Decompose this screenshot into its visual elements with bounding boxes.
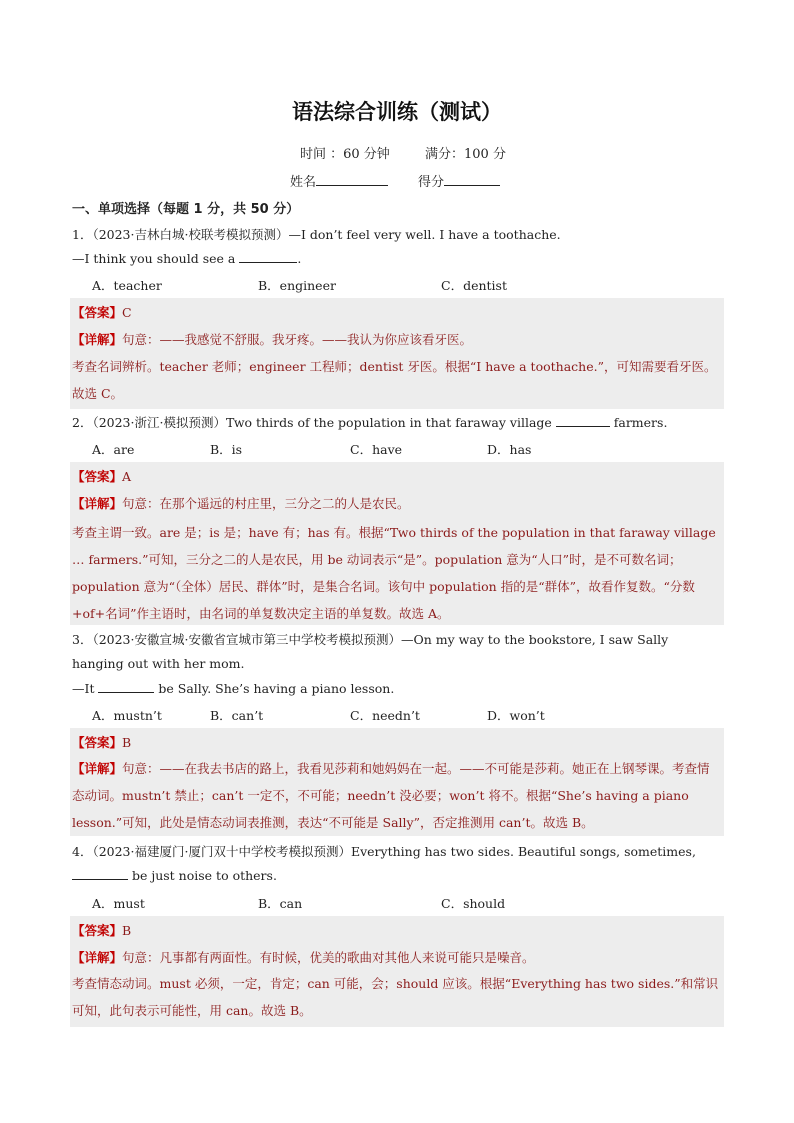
q1-answer — [72, 303, 132, 321]
q3-blank — [98, 692, 154, 693]
q1-stem-end: . — [297, 251, 302, 266]
q3-stem-line3 — [72, 681, 394, 696]
score-field[interactable] — [418, 171, 500, 190]
q2-answer-value: A — [122, 469, 132, 484]
q2-answer — [72, 467, 131, 485]
q3-detail-text: 句意：——在我去书店的路上，我看见莎莉和她妈妈在一起。——不可能是莎莉。她正在上钢琴课。考查情态动词。mustn’t 禁止；can’t 一定不，不可能；needn’t 没必要；won’t 将不。根据“She’s having a piano lesson.”可知，此处是情态动词表推测，表达“不可能是 Sally”，否定推测用 can’t。故选 B。 — [72, 761, 710, 830]
q2-detail-text: 句意：在那个遥远的村庄里，三分之二的人是农民。 — [122, 496, 410, 511]
q4-stem-line1: 4．（2023·福建厦门·厦门双十中学校考模拟预测）Everything has two sides. Beautiful songs, sometimes, — [72, 844, 696, 859]
q1-detail-text: 句意：——我感觉不舒服。我牙疼。——我认为你应该看牙医。 — [122, 332, 473, 347]
detail-tag: 【详解】 — [72, 496, 123, 511]
q2-blank — [556, 426, 610, 427]
q3-option-a[interactable]: A．mustn’t — [92, 708, 162, 723]
q3-detail-body — [72, 755, 722, 836]
answer-tag: 【答案】 — [72, 735, 123, 750]
q4-stem-end: be just noise to others. — [128, 868, 277, 883]
q2-option-d[interactable]: D．has — [487, 442, 532, 457]
q1-stem-line2 — [72, 251, 301, 266]
q1-answer-value: C — [122, 305, 132, 320]
q3-answer-value: B — [122, 735, 132, 750]
q1-detail-line1 — [72, 330, 472, 348]
q2-detail-body: 考查主谓一致。are 是；is 是；have 有；has 有。根据“Two thirds of the population in that faraway village … farmers.”可知，三分之二的人是农民，用 be 动词表示“是”。population 意为“人口”时，是不可数名词；population 意为“（全体）居民、群体”时，是集合名词。该句中 population 指的是“群体”，故看作复数。“分数+of+名词”作主语时，由名词的单复数决定主语的单复数。故选 A。 — [72, 525, 716, 621]
q4-detail-body: 考查情态动词。must 必须，一定，肯定；can 可能，会；should 应该。根据“Everything has two sides.”和常识可知，此句表示可能性，用 can。故选 B。 — [72, 976, 719, 1018]
score-label: 得分 — [418, 175, 445, 190]
time-label: 时间 ：60 分钟 — [300, 147, 390, 162]
q2-option-b[interactable]: B．is — [210, 442, 243, 457]
detail-tag: 【详解】 — [72, 950, 123, 965]
q1-stem-text: —I think you should see a — [72, 251, 240, 266]
name-blank[interactable] — [316, 185, 388, 186]
detail-tag: 【详解】 — [72, 332, 123, 347]
q3-answer — [72, 733, 131, 751]
name-label: 姓名 — [290, 175, 317, 190]
full-score-label: 满分：100 分 — [425, 147, 506, 162]
answer-tag: 【答案】 — [72, 923, 123, 938]
q3-option-c[interactable]: C．needn’t — [350, 708, 420, 723]
q1-option-a[interactable]: A．teacher — [92, 278, 162, 293]
q1-stem-line1: 1．（2023·吉林白城·校联考模拟预测）—I don’t feel very well. I have a toothache. — [72, 227, 561, 242]
q3-stem-line2: hanging out with her mom. — [72, 656, 245, 671]
q1-detail-line2: 考查名词辨析。teacher 老师；engineer 工程师；dentist 牙医。根据“I have a toothache.”，可知需要看牙医。 — [72, 359, 717, 374]
q2-detail-line1 — [72, 494, 410, 512]
q2-stem — [72, 413, 667, 431]
page-title: 语法综合训练（测试） — [292, 100, 502, 124]
q3-stem-text: —It — [72, 681, 99, 696]
q2-stem-end: farmers. — [609, 415, 668, 430]
q4-stem-line2 — [72, 868, 277, 883]
q1-blank — [239, 262, 297, 263]
q4-blank — [72, 879, 128, 880]
q4-option-c[interactable]: C．should — [441, 896, 506, 911]
name-field[interactable] — [290, 171, 388, 190]
q1-option-b[interactable]: B．engineer — [258, 278, 336, 293]
q2-stem-text: 2．（2023·浙江·模拟预测）Two thirds of the population in that faraway village — [72, 415, 556, 430]
q4-option-b[interactable]: B．can — [258, 896, 303, 911]
q3-stem-end: be Sally. She’s having a piano lesson. — [154, 681, 395, 696]
q1-answer-panel — [70, 298, 724, 409]
q3-option-b[interactable]: B．can’t — [210, 708, 264, 723]
score-blank[interactable] — [444, 185, 500, 186]
q4-detail-line1 — [72, 948, 535, 966]
answer-tag: 【答案】 — [72, 469, 123, 484]
section-heading: 一、单项选择（每题 1 分，共 50 分） — [72, 202, 300, 217]
q2-option-c[interactable]: C．have — [350, 442, 403, 457]
q3-option-d[interactable]: D．won’t — [487, 708, 545, 723]
q3-stem-line1: 3．（2023·安徽宣城·安徽省宣城市第三中学校考模拟预测）—On my way to the bookstore, I saw Sally — [72, 632, 669, 647]
q4-answer — [72, 921, 131, 939]
q2-option-a[interactable]: A．are — [92, 442, 135, 457]
answer-tag: 【答案】 — [72, 305, 123, 320]
q4-answer-value: B — [122, 923, 132, 938]
q4-detail-text: 句意：凡事都有两面性。有时候，优美的歌曲对其他人来说可能只是噪音。 — [122, 950, 535, 965]
q4-option-a[interactable]: A．must — [92, 896, 145, 911]
q1-detail-line3: 故选 C。 — [72, 386, 124, 401]
detail-tag: 【详解】 — [72, 761, 123, 776]
q1-option-c[interactable]: C．dentist — [441, 278, 507, 293]
